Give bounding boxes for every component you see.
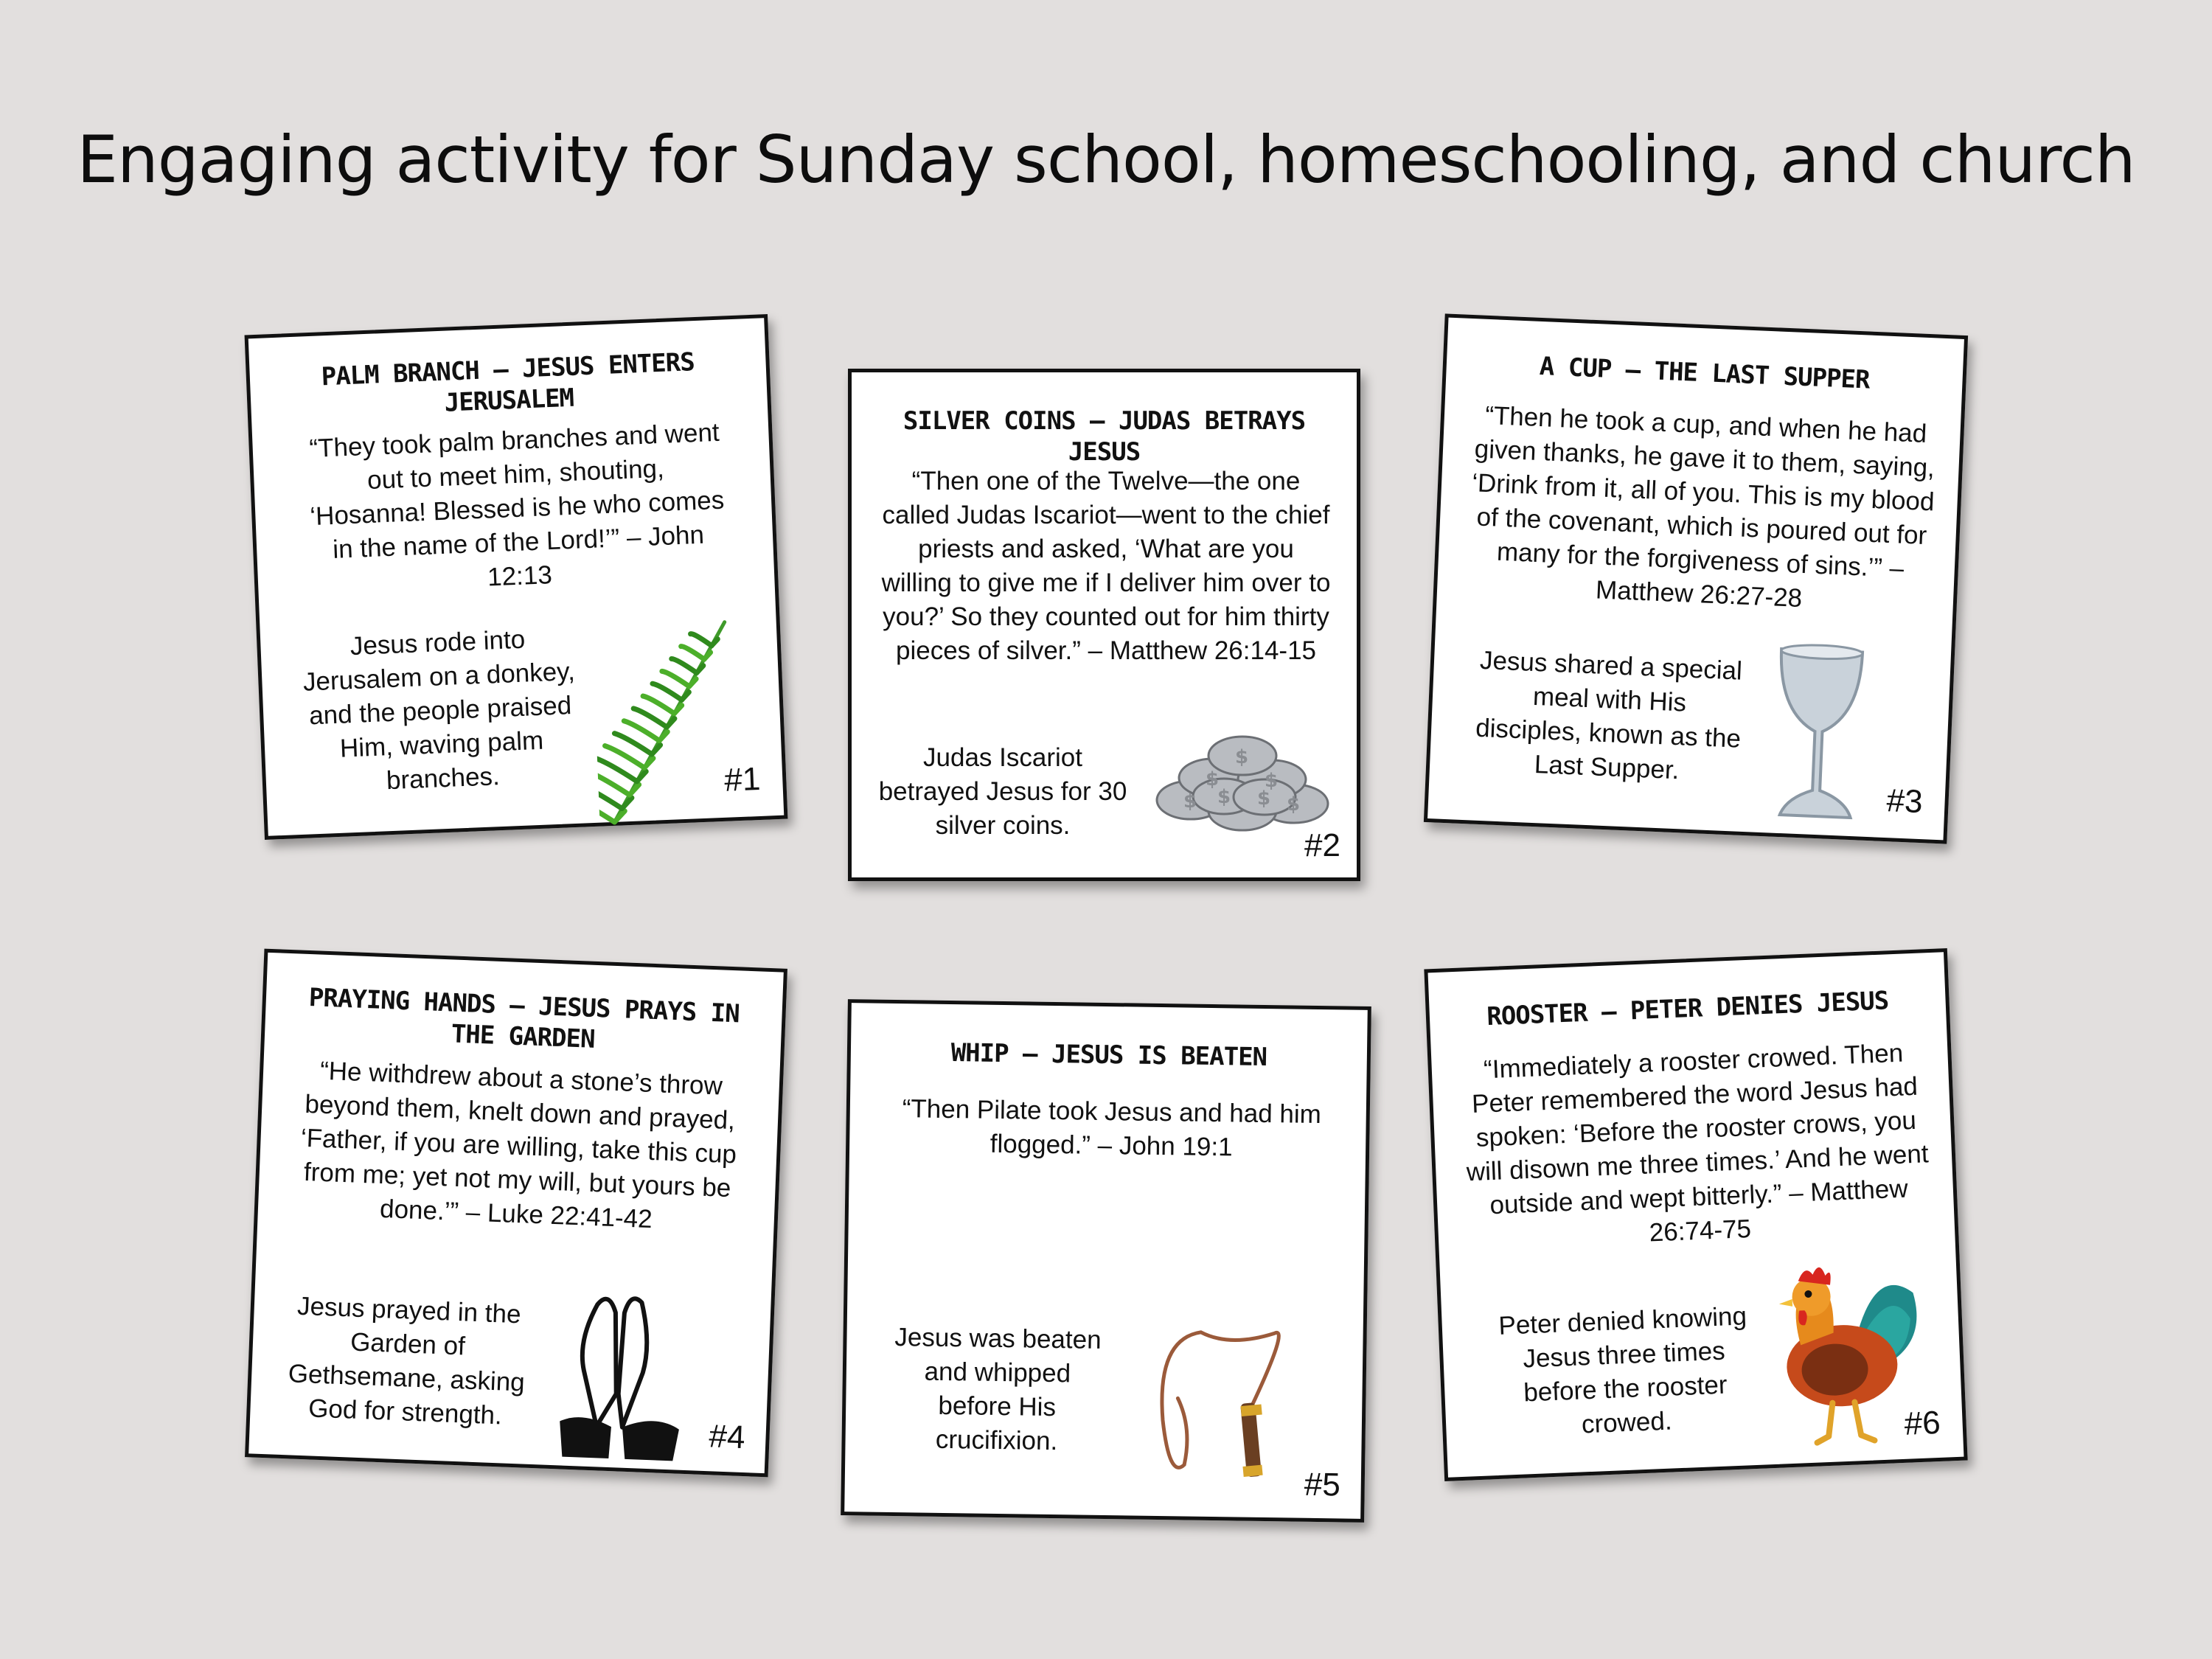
card-number: #2 — [1304, 827, 1340, 863]
card-quote: “He withdrew about a stone’s throw beyond them, knelt down and prayed, ‘Father, if you are willing, take this cup from me; yet not my will, but yours be done.’” – Luke 22:41-42 — [300, 1056, 737, 1234]
card-5 — [841, 999, 1371, 1523]
whip-icon — [1140, 1317, 1304, 1489]
card-caption: Jesus rode into Jerusalem on a donkey, and the people praised Him, waving palm branches. — [302, 625, 576, 796]
card-number: #3 — [1885, 782, 1924, 821]
card-caption: Jesus prayed in the Garden of Gethsemane, asking God for strength. — [288, 1291, 526, 1430]
card-number: #5 — [1304, 1466, 1341, 1503]
svg-text:$: $ — [1257, 787, 1271, 810]
card-caption: Judas Iscariot betrayed Jesus for 30 silver coins. — [878, 743, 1127, 840]
palm-leaflet — [672, 658, 697, 674]
palm-leaflet — [681, 692, 689, 700]
palm-leaflet — [643, 695, 674, 714]
card-caption: Jesus shared a special meal with His disciples, known as the Last Supper. — [1475, 645, 1743, 785]
card-title: PALM BRANCH – JESUS ENTERS JERUSALEM — [320, 347, 695, 418]
card-3 — [1424, 313, 1968, 844]
svg-text:$: $ — [1287, 793, 1301, 815]
card-title: A CUP – THE LAST SUPPER — [1539, 351, 1871, 395]
card-number: #4 — [708, 1418, 746, 1456]
svg-text:$: $ — [1265, 770, 1279, 792]
palm-leaflet — [652, 745, 661, 754]
palm-leaflet — [653, 683, 682, 701]
card-title: SILVER COINS – JUDAS BETRAYS JESUS — [902, 406, 1306, 467]
palm-leaflet — [674, 706, 682, 714]
card-quote: “Then Pilate took Jesus and had him flogged.” – John 19:1 — [902, 1094, 1322, 1162]
card-quote: “Then one of the Twelve—the one called Judas Iscariot—went to the chief priests and asked, ‘What are you willing to give me if I deliver him over to you?’ So they counted out for him thirty pieces of silver.” – Matthew 26:14-15 — [881, 467, 1331, 665]
palm-leaflet — [659, 731, 668, 740]
card-caption: Jesus was beaten and whipped before His crucifixion. — [894, 1323, 1102, 1456]
praying-hands-icon — [551, 1281, 690, 1463]
palm-leaflet — [636, 771, 646, 781]
svg-text:$: $ — [1206, 768, 1220, 790]
palm-leaflet — [696, 666, 703, 673]
card-quote: “Immediately a rooster crowed. Then Peter remembered the word Jesus had spoken: ‘Before the rooster crows, you will disown me three times.’ And he went outside and wept bitterly.” – Matthew 26:74-75 — [1466, 1038, 1930, 1248]
card-quote: “Then he took a cup, and when he had given thanks, he gave it to them, saying, ‘Drink from it, all of you. This is my blood of the covenant, which is poured out for many for the forgiveness of sins.’” – Matthew 26:27-28 — [1471, 400, 1935, 613]
palm-leaflet — [644, 758, 653, 768]
palm-leaflet — [704, 653, 711, 659]
palm-leaflet — [667, 719, 675, 728]
palm-leaflet — [689, 679, 696, 686]
card-title: ROOSTER – PETER DENIES JESUS — [1486, 986, 1889, 1032]
svg-text:$: $ — [1217, 786, 1231, 808]
palm-branch-icon — [591, 607, 747, 827]
palm-leaflet — [712, 639, 718, 646]
card-caption: Peter denied knowing Jesus three times before the rooster crowed. — [1498, 1301, 1747, 1439]
palm-leaflet — [691, 633, 712, 647]
palm-leaflet — [681, 645, 704, 660]
card-quote: “They took palm branches and went out to meet him, shouting, ‘Hosanna! Blessed is he who comes in the name of the Lord!’” – John 12:13 — [308, 417, 725, 592]
svg-text:$: $ — [1235, 746, 1249, 768]
svg-text:$: $ — [1183, 790, 1197, 813]
page-title: Engaging activity for Sunday school, homeschooling, and church — [77, 122, 2135, 198]
cup-icon — [1763, 641, 1874, 830]
palm-leaflet — [662, 670, 689, 687]
card-6 — [1424, 948, 1967, 1481]
silver-coins-icon — [1147, 726, 1353, 837]
card-2 — [848, 369, 1360, 881]
card-title: PRAYING HANDS – JESUS PRAYS IN THE GARDEN — [308, 983, 740, 1054]
card-number: #1 — [723, 760, 762, 799]
card-number: #6 — [1903, 1404, 1941, 1442]
card-title: WHIP – JESUS IS BEATEN — [950, 1038, 1267, 1073]
card-4 — [245, 949, 787, 1478]
card-1 — [245, 314, 788, 840]
